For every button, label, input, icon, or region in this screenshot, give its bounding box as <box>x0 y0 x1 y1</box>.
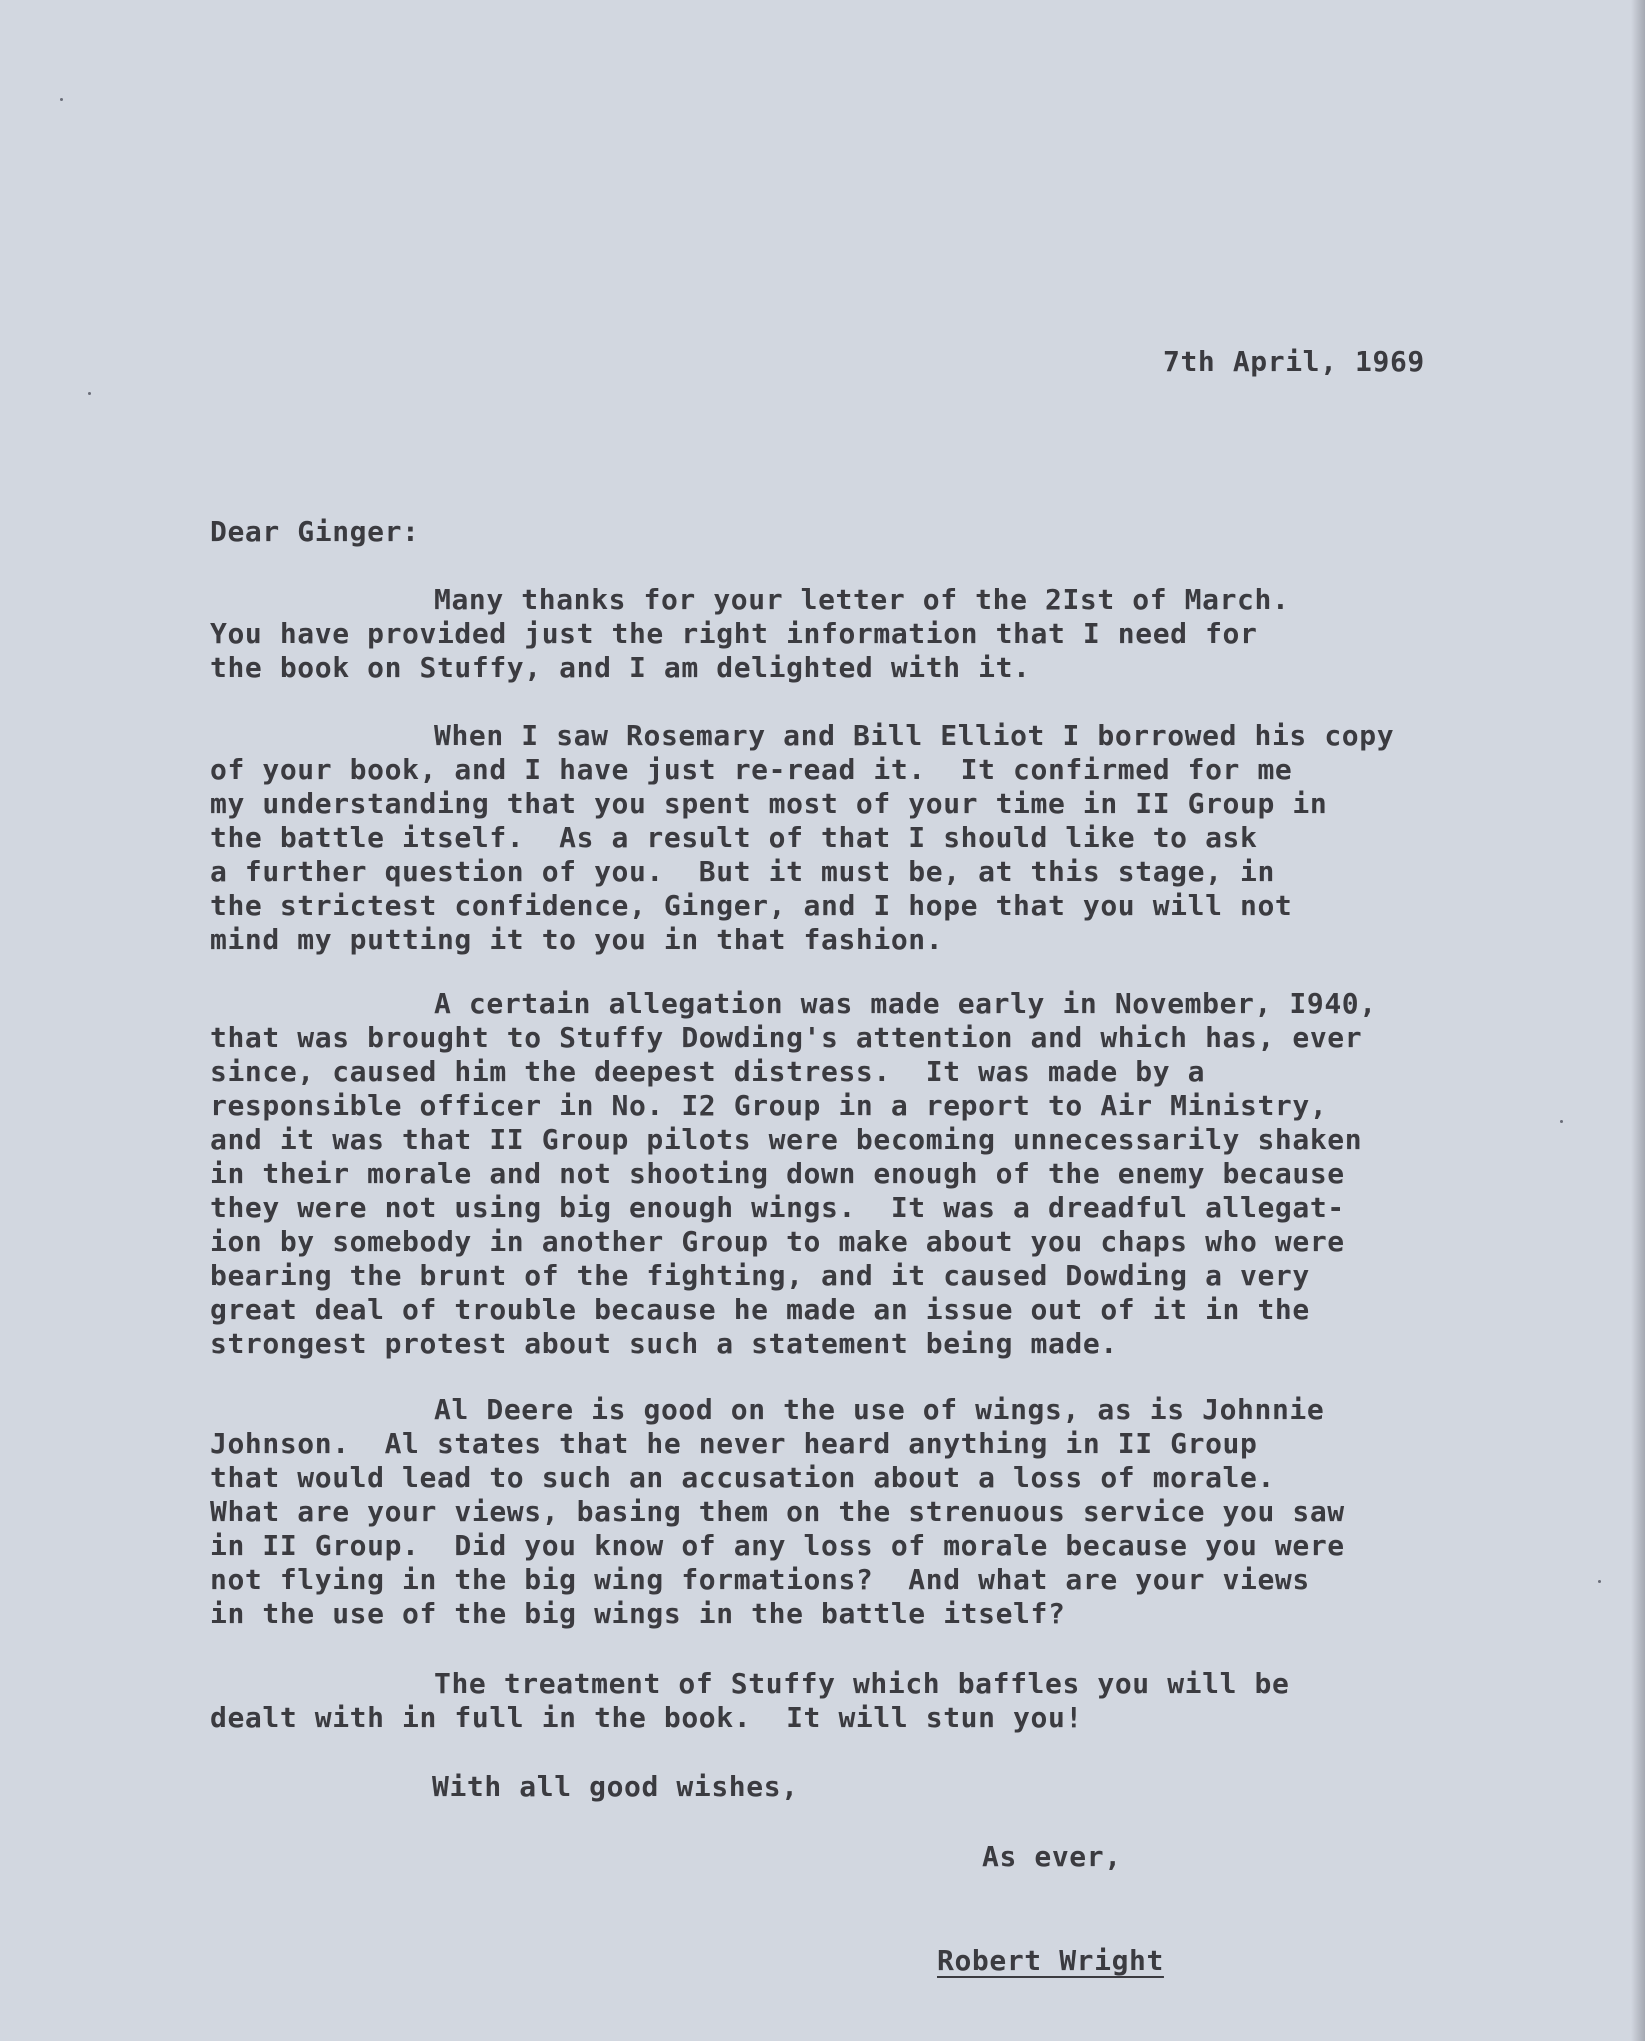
paper-speck <box>60 98 63 101</box>
text-line: a further question of you. But it must be, at this stage, in <box>210 855 1275 888</box>
text-line: the book on Stuffy, and I am delighted with it. <box>210 651 1031 684</box>
paragraph-3 <box>210 987 1377 1361</box>
text-line: You have provided just the right information that I need for <box>210 617 1258 650</box>
text-line: great deal of trouble because he made an issue out of it in the <box>210 1293 1310 1326</box>
text-line: since, caused him the deepest distress. It was made by a <box>210 1055 1206 1088</box>
text-line: in their morale and not shooting down enough of the enemy because <box>210 1157 1345 1190</box>
text-line: that was brought to Stuffy Dowding's attention and which has, ever <box>210 1021 1363 1054</box>
text-line: Many thanks for your letter of the 2Ist of March. <box>434 583 1290 616</box>
salutation: Dear Ginger: <box>210 515 420 548</box>
paper-speck <box>1598 1580 1601 1583</box>
text-line: not flying in the big wing formations? And what are your views <box>210 1563 1310 1596</box>
text-line: of your book, and I have just re-read it. It confirmed for me <box>210 753 1293 786</box>
text-line: in II Group. Did you know of any loss of morale because you were <box>210 1529 1345 1562</box>
signature-name: Robert Wright <box>937 1944 1164 1977</box>
text-line: my understanding that you spent most of your time in II Group in <box>210 787 1328 820</box>
text-line: The treatment of Stuffy which baffles you will be <box>434 1667 1290 1700</box>
text-line: strongest protest about such a statement being made. <box>210 1327 1118 1360</box>
text-line: the strictest confidence, Ginger, and I hope that you will not <box>210 889 1293 922</box>
paper-speck <box>1560 1120 1563 1123</box>
text-line: ion by somebody in another Group to make about you chaps who were <box>210 1225 1345 1258</box>
text-line: What are your views, basing them on the strenuous service you saw <box>210 1495 1345 1528</box>
text-line: they were not using big enough wings. It was a dreadful allegat- <box>210 1191 1345 1224</box>
text-line: A certain allegation was made early in November, I940, <box>434 987 1377 1020</box>
paragraph-5 <box>210 1667 1289 1735</box>
text-line: responsible officer in No. I2 Group in a report to Air Ministry, <box>210 1089 1328 1122</box>
text-line: the battle itself. As a result of that I should like to ask <box>210 821 1258 854</box>
text-line: mind my putting it to you in that fashion. <box>210 923 944 956</box>
text-line: and it was that II Group pilots were becoming unnecessarily shaken <box>210 1123 1363 1156</box>
text-line: that would lead to such an accusation about a loss of morale. <box>210 1461 1275 1494</box>
closing-line: With all good wishes, <box>432 1770 799 1803</box>
text-line: dealt with in full in the book. It will stun you! <box>210 1701 1083 1734</box>
valediction: As ever, <box>982 1840 1122 1873</box>
paragraph-4 <box>210 1393 1345 1631</box>
paragraph-2 <box>210 719 1394 957</box>
text-line: bearing the brunt of the fighting, and it caused Dowding a very <box>210 1259 1310 1292</box>
text-line: Al Deere is good on the use of wings, as is Johnnie <box>434 1393 1325 1426</box>
letter-date: 7th April, 1969 <box>1163 345 1425 378</box>
paper-speck <box>88 392 91 395</box>
text-line: Johnson. Al states that he never heard anything in II Group <box>210 1427 1258 1460</box>
text-line: in the use of the big wings in the battle itself? <box>210 1597 1066 1630</box>
paragraph-1 <box>210 583 1289 685</box>
text-line: When I saw Rosemary and Bill Elliot I borrowed his copy <box>434 719 1395 752</box>
